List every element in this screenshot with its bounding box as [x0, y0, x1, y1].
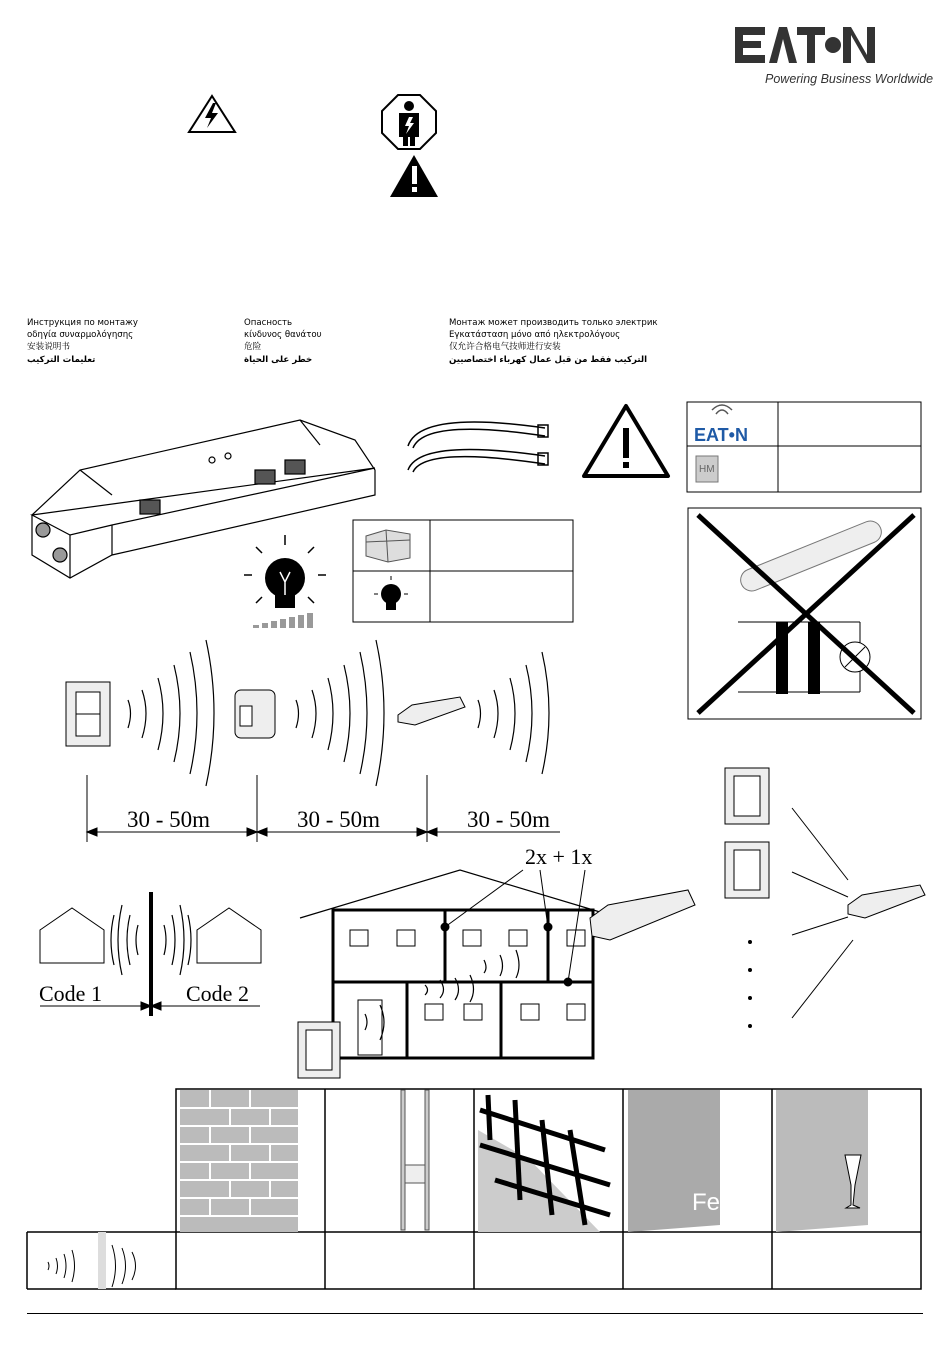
ml-el: οδηγία συναρμολόγησης [27, 330, 134, 341]
caution-triangle-icon [584, 406, 668, 476]
range-label-2: 30 - 50m [297, 807, 381, 832]
multi-sender-diagram [725, 768, 925, 1028]
compat-table [687, 402, 921, 492]
brand-tagline: Powering Business Worldwide [765, 72, 934, 86]
code-2-label: Code 2 [186, 981, 249, 1006]
device-illustration [32, 420, 375, 578]
cable-tie-icon [408, 422, 548, 472]
brick-wall-icon [180, 1090, 298, 1232]
code-1-label: Code 1 [39, 981, 102, 1006]
ml-ar: خطر على الحياة [244, 354, 313, 365]
dimmer-bulb-icon [244, 535, 326, 628]
signal-wall-icon [48, 1232, 136, 1289]
ml-zh: 危险 [244, 342, 262, 353]
house-diagram [298, 870, 695, 1078]
ml-ar: تعليمات التركيب [27, 354, 96, 365]
package-icon [366, 530, 410, 562]
lightning-warning-icon [189, 96, 235, 132]
ml-el: κίνδυνος θανάτου [244, 330, 322, 341]
not-allowed-loads [688, 508, 921, 719]
ml-ru: Монтаж может производить только электрик [449, 318, 658, 328]
fe-label: Fe [692, 1189, 721, 1216]
range-label-1: 30 - 50m [127, 807, 211, 832]
ml-ru: Инструкция по монтажу [27, 318, 138, 328]
repeater-count-label: 2x + 1x [525, 844, 593, 869]
svg-text:EAT•N: EAT•N [694, 425, 748, 445]
ml-zh: 仅允许合格电气技师进行安装 [449, 342, 561, 353]
caution-icon [390, 155, 438, 197]
load-table [353, 520, 573, 622]
ml-zh: 安装说明书 [27, 342, 70, 353]
footer-rule [27, 1313, 923, 1314]
ml-ru: Опасность [244, 318, 293, 328]
ml-col-danger [244, 317, 322, 366]
glass-icon [776, 1090, 868, 1232]
plasterboard-wall-icon [401, 1090, 429, 1230]
materials-table [27, 1089, 921, 1289]
range-label-3: 30 - 50m [467, 807, 551, 832]
reinforced-concrete-icon [478, 1095, 610, 1232]
electrician-only-icon [382, 95, 436, 149]
ml-col-electrician [449, 317, 658, 366]
svg-text:HM: HM [699, 464, 715, 475]
ml-ar: التركيب فقط من قبل عمال كهرباء اختصاصيين [449, 354, 648, 365]
hm-icon [696, 456, 718, 482]
ml-col-instructions [27, 317, 138, 366]
ml-el: Εγκατάσταση μόνο από ηλεκτρολόγους [449, 330, 621, 341]
